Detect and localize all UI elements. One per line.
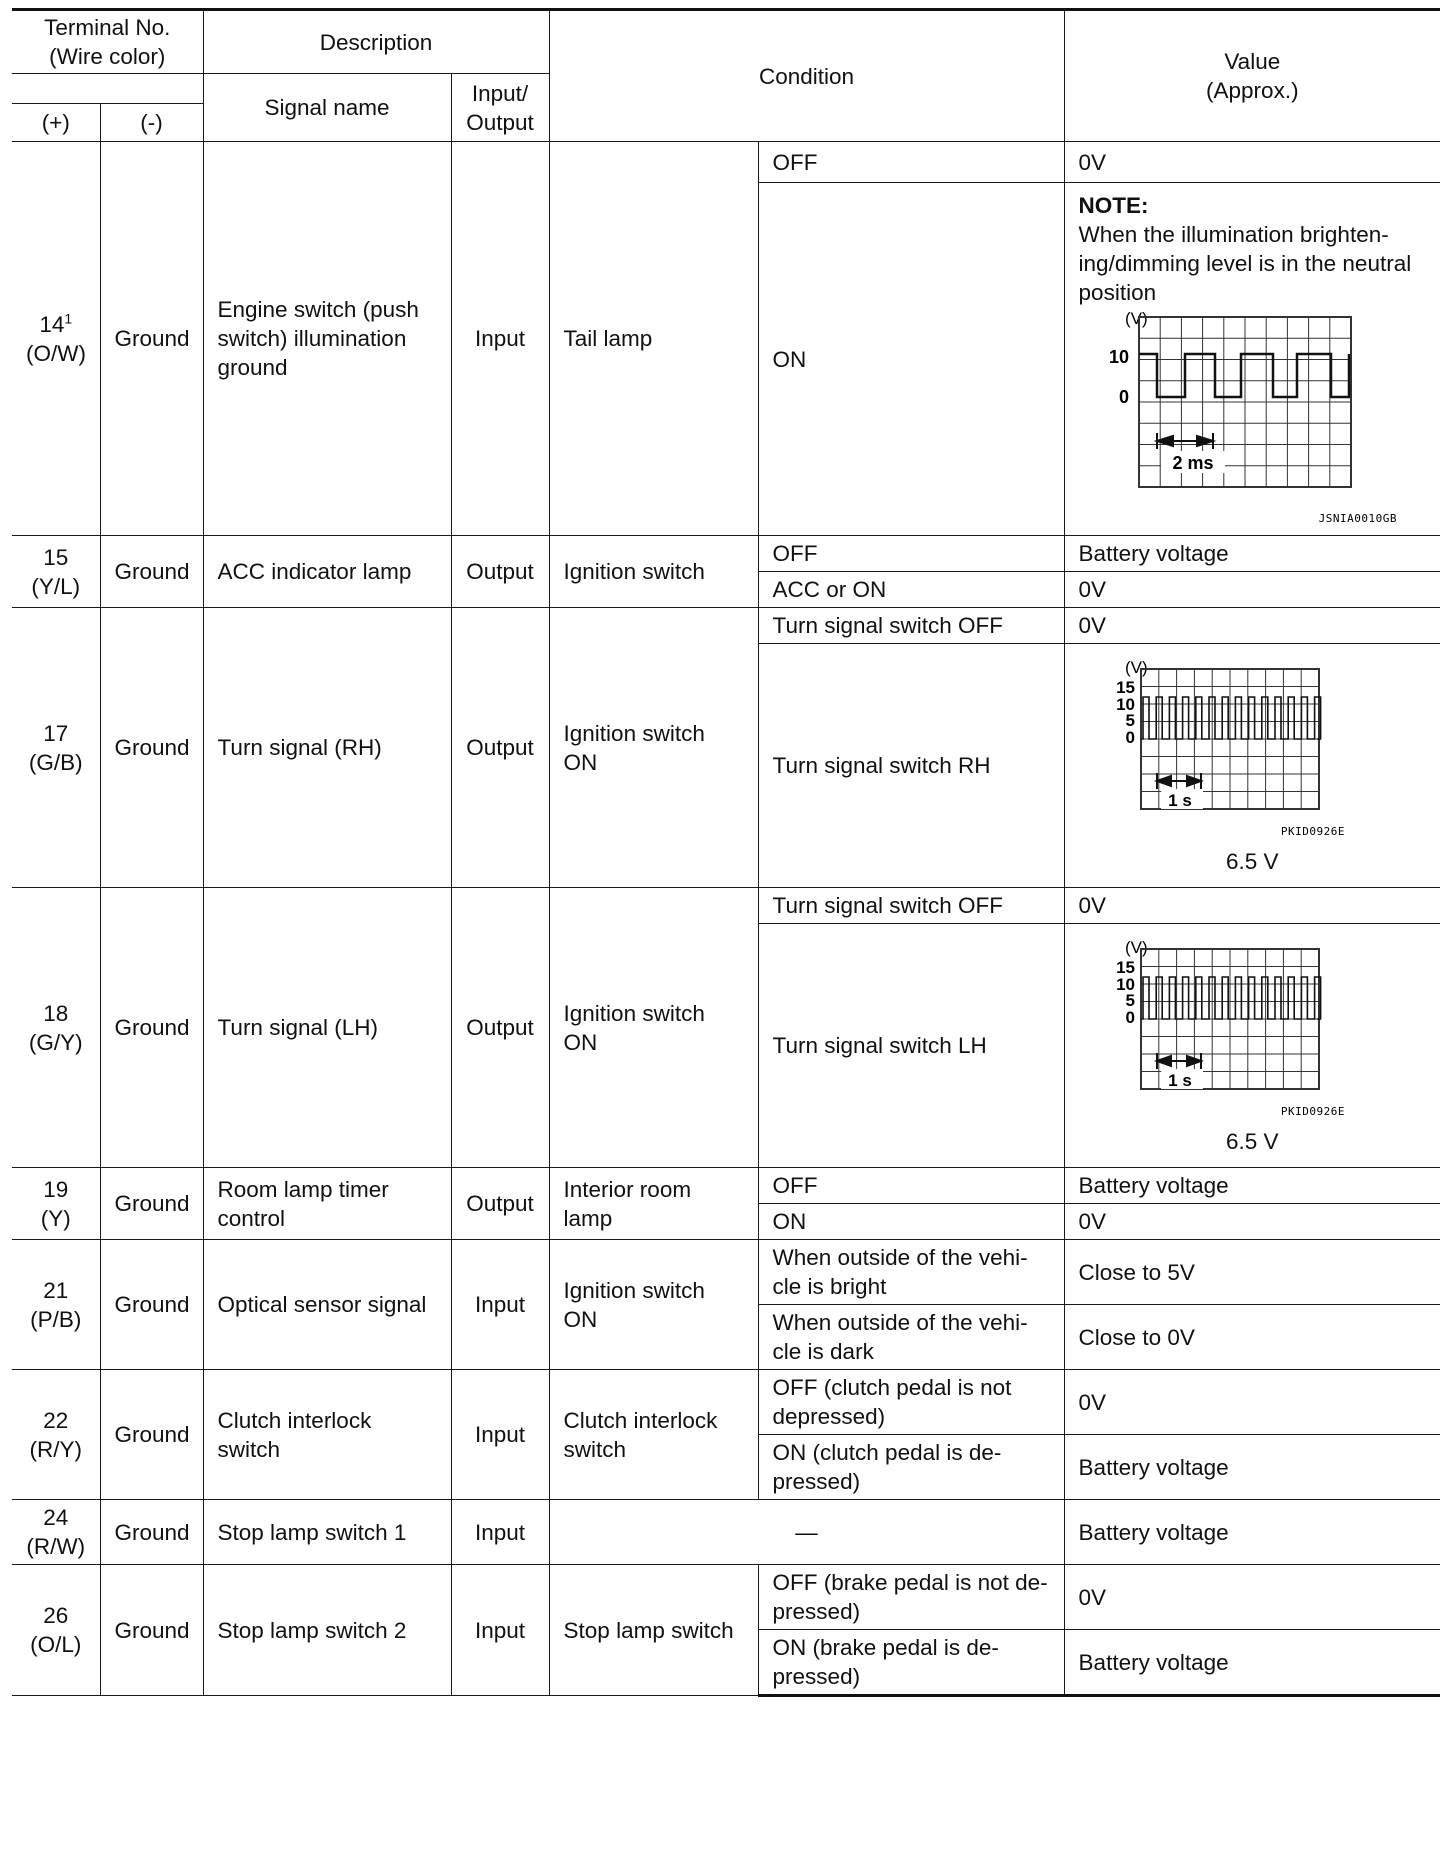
header-io-line1: Input/ xyxy=(471,80,529,106)
value-cell: 0V xyxy=(1064,888,1440,924)
header-spacer xyxy=(12,74,203,104)
terminal-number: 22 xyxy=(43,1407,69,1433)
sub-condition-cell: ON (clutch pedal is de-pressed) xyxy=(758,1435,1064,1500)
time-scale-marker xyxy=(1157,433,1213,449)
table-row xyxy=(12,1500,1440,1565)
terminal-number: 14 xyxy=(39,311,65,337)
value-cell xyxy=(1064,644,1440,888)
ground-cell: Ground xyxy=(100,1240,203,1370)
value-cell: Battery voltage xyxy=(1064,1435,1440,1500)
waveform-tick-label: 10 xyxy=(1108,347,1129,367)
terminal-footnote: 1 xyxy=(64,310,73,326)
condition-cell: Ignition switch ON xyxy=(549,1240,758,1370)
terminal-number: 21 xyxy=(43,1277,69,1303)
waveform-time-label: 2 ms xyxy=(1172,453,1214,473)
waveform-trace xyxy=(1141,697,1321,739)
io-cell: Input xyxy=(451,1565,549,1696)
waveform-time-label: 1 s xyxy=(1167,791,1192,810)
wire-color: (R/Y) xyxy=(29,1436,82,1462)
condition-cell: — xyxy=(549,1500,1064,1565)
table-row xyxy=(12,888,1440,924)
terminal-cell xyxy=(12,536,100,608)
signal-name-cell: Stop lamp switch 1 xyxy=(203,1500,451,1565)
sub-condition-cell: ON (brake pedal is de-pressed) xyxy=(758,1630,1064,1696)
header-value-label: Value xyxy=(1224,49,1281,74)
wire-color: (O/W) xyxy=(26,340,86,366)
terminal-number: 15 xyxy=(43,544,69,570)
header-minus: (-) xyxy=(100,104,203,142)
signal-name-cell: Engine switch (push switch) illumination ground xyxy=(203,142,451,536)
signal-name-cell: Turn signal (RH) xyxy=(203,608,451,888)
note-text: When the illumination brighten-ing/dimming level is in the neutral position xyxy=(1078,222,1412,305)
sub-condition-cell: Turn signal switch OFF xyxy=(758,608,1064,644)
ground-cell: Ground xyxy=(100,1168,203,1240)
terminal-number: 19 xyxy=(43,1176,69,1202)
value-cell: 0V xyxy=(1064,608,1440,644)
terminal-number: 26 xyxy=(43,1603,69,1628)
condition-cell: Clutch interlock switch xyxy=(549,1370,758,1500)
value-cell: 0V xyxy=(1064,572,1440,608)
condition-cell: Tail lamp xyxy=(549,142,758,536)
table-row xyxy=(12,536,1440,572)
waveform-tick-label: 5 xyxy=(1125,991,1135,1010)
waveform-time-label: 1 s xyxy=(1167,1071,1192,1090)
sub-condition-cell: Turn signal switch LH xyxy=(758,924,1064,1168)
ground-cell: Ground xyxy=(100,608,203,888)
ground-cell: Ground xyxy=(100,1370,203,1500)
condition-cell: Interior room lamp xyxy=(549,1168,758,1240)
value-cell: Close to 0V xyxy=(1064,1305,1440,1370)
waveform-tick-label: 5 xyxy=(1125,711,1135,730)
sub-condition-cell: OFF xyxy=(758,536,1064,572)
wire-color: (G/Y) xyxy=(28,1029,83,1055)
sub-condition-cell: ACC or ON xyxy=(758,572,1064,608)
waveform-caption: 6.5 V xyxy=(1226,1129,1279,1154)
header-terminal-label: Terminal No. xyxy=(44,15,171,40)
signal-name-cell: Optical sensor signal xyxy=(203,1240,451,1370)
terminal-cell xyxy=(12,1500,100,1565)
waveform-tick-label: 0 xyxy=(1118,387,1129,407)
value-cell: Battery voltage xyxy=(1064,1168,1440,1204)
value-cell: Battery voltage xyxy=(1064,1630,1440,1696)
condition-cell: Ignition switch xyxy=(549,536,758,608)
sub-condition-cell: OFF xyxy=(758,142,1064,183)
figure-code: PKID0926E xyxy=(1280,825,1345,838)
header-input-output xyxy=(451,74,549,142)
table-row xyxy=(12,1565,1440,1630)
waveform-illumination xyxy=(1079,309,1409,527)
figure-code: PKID0926E xyxy=(1280,1105,1345,1118)
figure-code: JSNIA0010GB xyxy=(1318,512,1397,525)
header-approx-label: (Approx.) xyxy=(1206,78,1299,103)
value-cell: 0V xyxy=(1064,1565,1440,1630)
waveform-trace xyxy=(1141,977,1321,1019)
waveform-unit-label: (V) xyxy=(1124,309,1148,328)
condition-cell: Ignition switch ON xyxy=(549,608,758,888)
io-cell: Input xyxy=(451,1240,549,1370)
signal-name-cell: Clutch interlock switch xyxy=(203,1370,451,1500)
sub-condition-cell: Turn signal switch OFF xyxy=(758,888,1064,924)
wire-color: (R/W) xyxy=(26,1534,86,1559)
value-cell: Battery voltage xyxy=(1064,1500,1440,1565)
io-cell: Output xyxy=(451,888,549,1168)
value-cell: 0V xyxy=(1064,142,1440,183)
header-row-1 xyxy=(12,10,1440,74)
header-wire-color-label: (Wire color) xyxy=(49,44,166,69)
wire-color: (Y/L) xyxy=(31,573,81,599)
waveform-tick-label: 15 xyxy=(1115,958,1135,977)
table-row xyxy=(12,1168,1440,1204)
value-cell xyxy=(1064,924,1440,1168)
value-cell: 0V xyxy=(1064,1370,1440,1435)
value-cell: Close to 5V xyxy=(1064,1240,1440,1305)
terminal-number: 24 xyxy=(43,1505,69,1530)
table-row xyxy=(12,608,1440,644)
io-cell: Input xyxy=(451,1500,549,1565)
terminal-number: 17 xyxy=(43,720,69,746)
waveform-tick-label: 0 xyxy=(1125,1008,1135,1027)
waveform-tick-label: 10 xyxy=(1115,695,1135,714)
header-value xyxy=(1064,10,1440,142)
sub-condition-cell: When outside of the vehi-cle is dark xyxy=(758,1305,1064,1370)
header-plus: (+) xyxy=(12,104,100,142)
wire-color: (O/L) xyxy=(30,1632,82,1657)
waveform-unit-label: (V) xyxy=(1124,938,1148,957)
waveform-unit-label: (V) xyxy=(1124,658,1148,677)
ground-cell: Ground xyxy=(100,1565,203,1696)
io-cell: Output xyxy=(451,608,549,888)
io-cell: Output xyxy=(451,536,549,608)
terminal-cell xyxy=(12,142,100,536)
value-cell: Battery voltage xyxy=(1064,536,1440,572)
condition-cell: Stop lamp switch xyxy=(549,1565,758,1696)
table-row xyxy=(12,142,1440,183)
terminal-number: 18 xyxy=(43,1000,69,1026)
terminal-cell xyxy=(12,1370,100,1500)
io-cell: Input xyxy=(451,1370,549,1500)
sub-condition-cell: OFF (clutch pedal is not depressed) xyxy=(758,1370,1064,1435)
sub-condition-cell: OFF xyxy=(758,1168,1064,1204)
waveform-trace xyxy=(1139,354,1349,397)
header-signal-name: Signal name xyxy=(203,74,451,142)
waveform-tick-label: 0 xyxy=(1125,728,1135,747)
terminal-cell xyxy=(12,1565,100,1696)
terminal-cell xyxy=(12,888,100,1168)
terminal-cell xyxy=(12,608,100,888)
sub-condition-cell: ON xyxy=(758,183,1064,536)
ground-cell: Ground xyxy=(100,142,203,536)
value-cell: 0V xyxy=(1064,1204,1440,1240)
ground-cell: Ground xyxy=(100,536,203,608)
sub-condition-cell: ON xyxy=(758,1204,1064,1240)
terminal-spec-page xyxy=(12,8,1440,1697)
sub-condition-cell: Turn signal switch RH xyxy=(758,644,1064,888)
note-heading: NOTE: xyxy=(1078,193,1149,218)
waveform-turn-lh xyxy=(1079,937,1409,1133)
io-cell: Input xyxy=(451,142,549,536)
waveform-tick-label: 15 xyxy=(1115,678,1135,697)
condition-cell: Ignition switch ON xyxy=(549,888,758,1168)
wire-color: (G/B) xyxy=(28,749,83,775)
value-cell xyxy=(1064,183,1440,536)
header-description: Description xyxy=(203,10,549,74)
waveform-turn-rh xyxy=(1079,657,1409,853)
signal-name-cell: ACC indicator lamp xyxy=(203,536,451,608)
wire-color: (P/B) xyxy=(30,1306,82,1332)
table-row xyxy=(12,1370,1440,1435)
signal-name-cell: Stop lamp switch 2 xyxy=(203,1565,451,1696)
waveform-caption: 6.5 V xyxy=(1226,849,1279,874)
terminal-spec-table xyxy=(12,8,1440,1697)
signal-name-cell: Turn signal (LH) xyxy=(203,888,451,1168)
waveform-tick-label: 10 xyxy=(1115,975,1135,994)
table-row xyxy=(12,1240,1440,1305)
terminal-cell xyxy=(12,1168,100,1240)
header-condition: Condition xyxy=(549,10,1064,142)
terminal-cell xyxy=(12,1240,100,1370)
wire-color: (Y) xyxy=(40,1205,71,1231)
header-io-line2: Output xyxy=(466,109,534,135)
ground-cell: Ground xyxy=(100,1500,203,1565)
io-cell: Output xyxy=(451,1168,549,1240)
ground-cell: Ground xyxy=(100,888,203,1168)
sub-condition-cell: OFF (brake pedal is not de-pressed) xyxy=(758,1565,1064,1630)
signal-name-cell: Room lamp timer control xyxy=(203,1168,451,1240)
sub-condition-cell: When outside of the vehi-cle is bright xyxy=(758,1240,1064,1305)
header-terminal-no xyxy=(12,10,203,74)
